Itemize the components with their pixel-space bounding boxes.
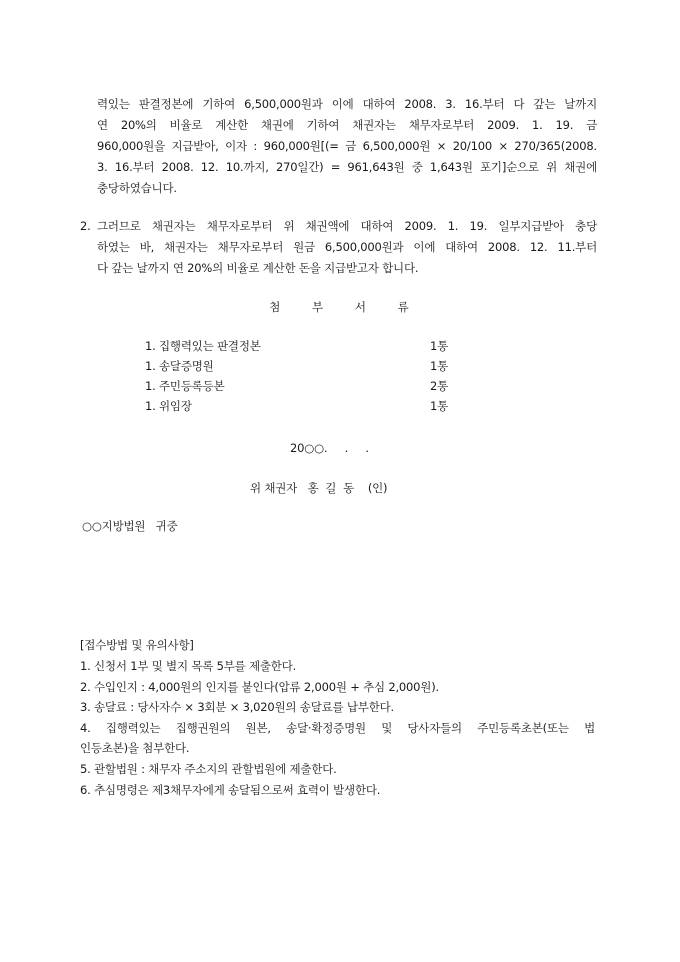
document-date: 20○○. . . — [290, 441, 369, 455]
note-item: 6. 추심명령은 제3채무자에게 송달됨으로써 효력이 발생한다. — [80, 783, 381, 797]
para2-line-2: 하였는 바, 채권자는 채무자로부터 원금 6,500,000원과 이에 대하여 2008. 12. 11.부터 — [97, 240, 597, 254]
notes-title: [접수방법 및 유의사항] — [80, 638, 194, 652]
para2-line-3: 다 갚는 날까지 연 20%의 비율로 계산한 돈을 지급받고자 합니다. — [97, 261, 419, 275]
note-item: 인등초본)을 첨부한다. — [80, 741, 190, 755]
attachment-count: 1통 — [430, 359, 449, 373]
note-item: 4. 집행력있는 집행권원의 원본, 송달·확정증명원 및 당사자들의 주민등록초본(또는 법 — [80, 721, 595, 735]
attachment-item — [145, 399, 455, 413]
attachment-item — [145, 339, 455, 353]
attachment-name: 1. 집행력있는 판결정본 — [145, 339, 261, 353]
attachment-count: 1통 — [430, 399, 449, 413]
note-item: 3. 송달료 : 당사자수 × 3회분 × 3,020원의 송달료를 납부한다. — [80, 700, 394, 714]
court-addressee: ○○지방법원 귀중 — [82, 519, 178, 533]
para2-line-1: 그러므로 채권자는 채무자로부터 위 채권액에 대하여 2009. 1. 19. 일부지급받아 충당 — [97, 219, 597, 233]
para1-line-4: 3. 16.부터 2008. 12. 10.까지, 270일간) = 961,643원 중 1,643원 포기]순으로 위 채권에 — [97, 160, 597, 174]
para1-line-2: 연 20%의 비율로 계산한 채권에 기하여 채권자는 채무자로부터 2009. 1. 19. 금 — [97, 118, 597, 132]
attachment-item — [145, 379, 455, 393]
attachment-count: 2통 — [430, 379, 449, 393]
note-item: 1. 신청서 1부 및 별지 목록 5부를 제출한다. — [80, 659, 297, 673]
note-item: 5. 관할법원 : 채무자 주소지의 관할법원에 제출한다. — [80, 762, 337, 776]
attachment-name: 1. 주민등록등본 — [145, 379, 225, 393]
para1-line-3: 960,000원을 지급받아, 이자 : 960,000원[(= 금 6,500,000원 × 20/100 × 270/365(2008. — [97, 139, 597, 153]
attachment-item — [145, 359, 455, 373]
attachments-title: 첨 부 서 류 — [269, 300, 423, 314]
creditor-signature: 위 채권자 홍 길 동 (인) — [250, 481, 388, 495]
para1-line-5: 충당하였습니다. — [97, 181, 177, 195]
para2-number: 2. — [80, 219, 91, 233]
attachment-name: 1. 위임장 — [145, 399, 192, 413]
attachment-name: 1. 송달증명원 — [145, 359, 214, 373]
attachment-count: 1통 — [430, 339, 449, 353]
note-item: 2. 수입인지 : 4,000원의 인지를 붙인다(압류 2,000원 + 추심 2,000원). — [80, 680, 439, 694]
para1-line-1: 력있는 판결정본에 기하여 6,500,000원과 이에 대하여 2008. 3. 16.부터 다 갚는 날까지 — [97, 97, 597, 111]
